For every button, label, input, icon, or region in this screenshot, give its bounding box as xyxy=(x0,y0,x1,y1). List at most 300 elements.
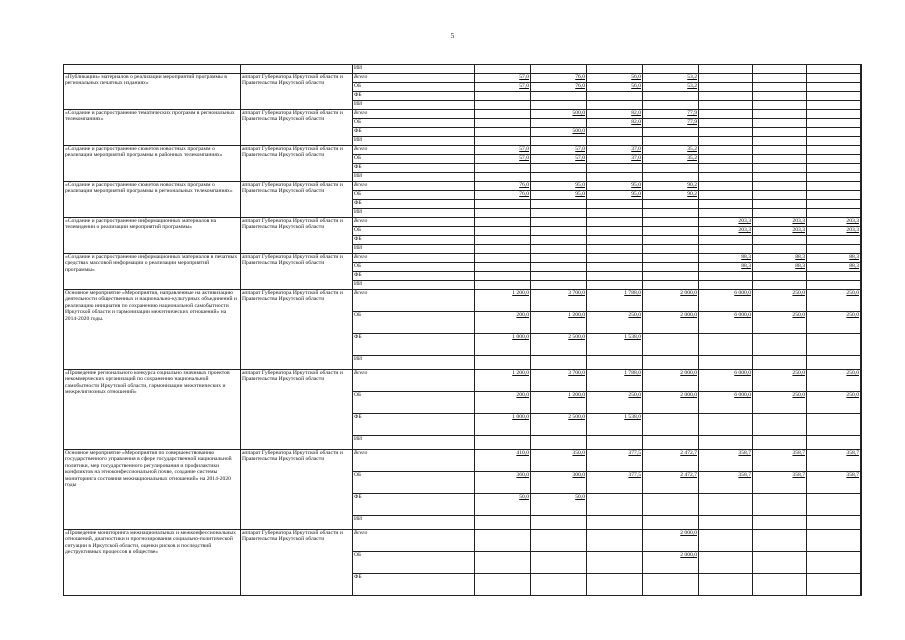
amount-cell xyxy=(643,334,699,356)
funding-source: Всего xyxy=(353,110,475,119)
amount-cell xyxy=(531,173,587,182)
amount-cell xyxy=(861,164,862,173)
amount-cell xyxy=(699,516,753,530)
funding-source: ФБ xyxy=(353,164,475,173)
amount-cell xyxy=(807,164,861,173)
funding-source: ОБ xyxy=(353,392,475,414)
funding-source: ОБ xyxy=(353,191,475,200)
amount-cell: 250,0 xyxy=(753,290,807,312)
amount-cell: 2 000,0 xyxy=(643,312,699,334)
amount-cell xyxy=(475,516,531,530)
amount-cell: 203,3 xyxy=(807,218,861,227)
amount-cell xyxy=(699,245,753,254)
table-row xyxy=(64,290,862,312)
amount-cell xyxy=(807,494,861,516)
amount-cell: 57,0 xyxy=(475,83,531,92)
amount-cell: 77,9 xyxy=(643,110,699,119)
amount-cell xyxy=(807,137,861,146)
amount-cell: 300,0 xyxy=(531,472,587,494)
measure-description: «Создание и распространение информационных материалов на телевидении о реализации мероприятий программы» xyxy=(64,218,241,254)
amount-cell xyxy=(699,574,753,596)
amount-cell xyxy=(753,414,807,436)
table-body xyxy=(64,65,862,596)
amount-cell: 50,0 xyxy=(531,494,587,516)
amount-cell xyxy=(807,516,861,530)
amount-cell xyxy=(699,334,753,356)
funding-source: Всего xyxy=(353,254,475,263)
amount-cell xyxy=(643,65,699,74)
amount-cell xyxy=(807,530,861,552)
executor-name xyxy=(241,65,353,74)
measure-description xyxy=(64,65,241,74)
amount-cell xyxy=(861,65,862,74)
amount-cell xyxy=(861,392,862,414)
amount-cell xyxy=(807,182,861,191)
amount-cell xyxy=(587,272,643,281)
amount-cell xyxy=(807,356,861,370)
amount-cell xyxy=(861,552,862,574)
amount-cell xyxy=(861,236,862,245)
amount-cell xyxy=(753,245,807,254)
amount-cell xyxy=(699,191,753,200)
amount-cell: 76,0 xyxy=(531,83,587,92)
funding-source: ФБ xyxy=(353,128,475,137)
amount-cell xyxy=(475,236,531,245)
amount-cell xyxy=(475,263,531,272)
amount-cell xyxy=(643,494,699,516)
measure-description: «Создание и распространение тематических программ в региональных телекомпаниях» xyxy=(64,110,241,146)
amount-cell: 1 538,0 xyxy=(587,334,643,356)
amount-cell: 358,7 xyxy=(699,472,753,494)
funding-source: Всего xyxy=(353,370,475,392)
table-row xyxy=(64,450,862,472)
amount-cell: 358,7 xyxy=(807,450,861,472)
amount-cell: 1 200,0 xyxy=(475,370,531,392)
table-row xyxy=(64,370,862,392)
amount-cell: 95,0 xyxy=(531,191,587,200)
amount-cell xyxy=(753,128,807,137)
amount-cell: 203,3 xyxy=(699,218,753,227)
amount-cell: 203,3 xyxy=(807,227,861,236)
amount-cell xyxy=(699,552,753,574)
funding-source: ОБ xyxy=(353,552,475,574)
amount-cell xyxy=(807,110,861,119)
funding-source: ФБ xyxy=(353,272,475,281)
funding-source: ОБ xyxy=(353,155,475,164)
amount-cell xyxy=(699,182,753,191)
amount-cell xyxy=(643,200,699,209)
amount-cell: 203,3 xyxy=(753,227,807,236)
measure-description: Основное мероприятие «Мероприятия по совершенствованию государственного управления в сфере государственной национальной политики, мер государственного регулирования и профилактики конфликтов на этноконфессиональной почве, создание системы мониторинга состояния межнациональных отношений» на 2014-2020 годы xyxy=(64,450,241,530)
amount-cell xyxy=(753,574,807,596)
amount-cell xyxy=(587,530,643,552)
amount-cell xyxy=(587,494,643,516)
executor-name: аппарат Губернатора Иркутской области и Правительства Иркутской области xyxy=(241,182,353,218)
executor-name: аппарат Губернатора Иркутской области и Правительства Иркутской области xyxy=(241,450,353,530)
funding-source: Всего xyxy=(353,218,475,227)
amount-cell: 377,5 xyxy=(587,472,643,494)
amount-cell xyxy=(699,494,753,516)
amount-cell xyxy=(531,101,587,110)
amount-cell xyxy=(807,200,861,209)
amount-cell xyxy=(753,281,807,290)
amount-cell xyxy=(861,436,862,450)
amount-cell xyxy=(587,173,643,182)
amount-cell xyxy=(753,155,807,164)
amount-cell xyxy=(643,227,699,236)
executor-name: аппарат Губернатора Иркутской области и Правительства Иркутской области xyxy=(241,146,353,182)
amount-cell xyxy=(643,101,699,110)
amount-cell xyxy=(531,200,587,209)
amount-cell: 6 000,0 xyxy=(699,370,753,392)
amount-cell: 250,0 xyxy=(587,392,643,414)
amount-cell xyxy=(699,128,753,137)
amount-cell xyxy=(807,83,861,92)
amount-cell: 2 000,0 xyxy=(643,552,699,574)
amount-cell xyxy=(587,209,643,218)
amount-cell xyxy=(699,83,753,92)
amount-cell xyxy=(861,414,862,436)
amount-cell xyxy=(587,263,643,272)
amount-cell xyxy=(699,164,753,173)
measure-description: «Проведение регионального конкурса социально значимых проектов некоммерческих организаций по сохранению национальной самобытности Иркутской области, гармонизации межэтнических и межрелигиозных отношений» xyxy=(64,370,241,450)
amount-cell xyxy=(475,281,531,290)
amount-cell xyxy=(643,263,699,272)
amount-cell xyxy=(531,245,587,254)
executor-name: аппарат Губернатора Иркутской области и Правительства Иркутской области xyxy=(241,74,353,110)
funding-source: ФБ xyxy=(353,334,475,356)
amount-cell xyxy=(587,218,643,227)
amount-cell xyxy=(699,414,753,436)
amount-cell xyxy=(861,494,862,516)
amount-cell xyxy=(475,218,531,227)
amount-cell xyxy=(861,290,862,312)
amount-cell xyxy=(861,356,862,370)
amount-cell: 76,0 xyxy=(531,74,587,83)
amount-cell xyxy=(587,65,643,74)
amount-cell xyxy=(531,263,587,272)
amount-cell xyxy=(861,254,862,263)
amount-cell xyxy=(475,173,531,182)
amount-cell xyxy=(861,128,862,137)
amount-cell: 50,0 xyxy=(475,494,531,516)
funding-source: Всего xyxy=(353,290,475,312)
amount-cell: 250,0 xyxy=(753,312,807,334)
amount-cell xyxy=(643,137,699,146)
amount-cell: 57,0 xyxy=(531,155,587,164)
amount-cell xyxy=(587,516,643,530)
amount-cell: 1 200,0 xyxy=(531,312,587,334)
amount-cell xyxy=(753,182,807,191)
amount-cell: 3 700,0 xyxy=(531,370,587,392)
funding-source: ФБ xyxy=(353,414,475,436)
amount-cell xyxy=(861,92,862,101)
amount-cell xyxy=(643,356,699,370)
funding-source: Всего xyxy=(353,530,475,552)
amount-cell: 2 472,7 xyxy=(643,450,699,472)
amount-cell: 88,3 xyxy=(807,254,861,263)
funding-source: ИИ xyxy=(353,101,475,110)
amount-cell: 76,0 xyxy=(475,182,531,191)
amount-cell xyxy=(753,65,807,74)
funding-source: ИИ xyxy=(353,209,475,218)
amount-cell: 200,0 xyxy=(475,312,531,334)
amount-cell: 2 000,0 xyxy=(643,290,699,312)
amount-cell xyxy=(587,552,643,574)
amount-cell xyxy=(643,209,699,218)
amount-cell: 1 788,0 xyxy=(587,290,643,312)
amount-cell xyxy=(643,164,699,173)
measure-description: «Проведение мониторинга межнациональных и межконфессиональных отношений, диагностики и прогнозирования социально-политической ситуации в Иркутской области, оценки рисков и последствий деструктивных процессов в обществе» xyxy=(64,530,241,596)
amount-cell xyxy=(699,209,753,218)
amount-cell: 2 000,0 xyxy=(643,370,699,392)
amount-cell: 56,0 xyxy=(587,83,643,92)
amount-cell: 57,0 xyxy=(475,146,531,155)
amount-cell: 37,0 xyxy=(587,146,643,155)
amount-cell xyxy=(475,65,531,74)
amount-cell xyxy=(531,227,587,236)
amount-cell: 53,2 xyxy=(643,83,699,92)
amount-cell: 82,0 xyxy=(587,110,643,119)
amount-cell xyxy=(861,370,862,392)
amount-cell: 360,0 xyxy=(475,472,531,494)
amount-cell xyxy=(753,530,807,552)
amount-cell xyxy=(753,516,807,530)
amount-cell xyxy=(587,227,643,236)
amount-cell xyxy=(699,173,753,182)
amount-cell xyxy=(587,356,643,370)
amount-cell xyxy=(643,254,699,263)
amount-cell: 6 000,0 xyxy=(699,392,753,414)
table-row xyxy=(64,74,862,83)
amount-cell xyxy=(699,236,753,245)
amount-cell xyxy=(807,281,861,290)
funding-source: ИИ xyxy=(353,65,475,74)
amount-cell: 1 788,0 xyxy=(587,370,643,392)
amount-cell: 56,0 xyxy=(587,74,643,83)
table-row xyxy=(64,182,862,191)
measure-description: Основное мероприятие «Мероприятия, направленные на активизацию деятельности общественных и национально-культурных объединений и реализацию инициатив по сохранению национальной самобытности Иркутской области и гармонизации межэтнических отношений» на 2014-2020 годы. xyxy=(64,290,241,370)
amount-cell: 57,0 xyxy=(475,74,531,83)
amount-cell xyxy=(753,164,807,173)
amount-cell: 350,0 xyxy=(531,450,587,472)
amount-cell xyxy=(753,146,807,155)
table-row xyxy=(64,146,862,155)
amount-cell xyxy=(587,436,643,450)
amount-cell xyxy=(475,356,531,370)
executor-name: аппарат Губернатора Иркутской области и Правительства Иркутской области xyxy=(241,110,353,146)
amount-cell xyxy=(861,516,862,530)
funding-source: ОБ xyxy=(353,312,475,334)
amount-cell xyxy=(643,516,699,530)
executor-name: аппарат Губернатора Иркутской области и Правительства Иркутской области xyxy=(241,530,353,596)
amount-cell xyxy=(753,200,807,209)
amount-cell xyxy=(531,436,587,450)
amount-cell xyxy=(753,272,807,281)
amount-cell xyxy=(861,146,862,155)
amount-cell xyxy=(807,146,861,155)
amount-cell xyxy=(699,101,753,110)
amount-cell xyxy=(475,574,531,596)
amount-cell: 90,2 xyxy=(643,191,699,200)
amount-cell xyxy=(861,155,862,164)
amount-cell xyxy=(753,83,807,92)
amount-cell xyxy=(861,312,862,334)
measure-description: «Создание и распространение информационных материалов в печатных средствах массовой информации о реализации мероприятий программы» xyxy=(64,254,241,290)
amount-cell xyxy=(475,227,531,236)
amount-cell xyxy=(807,74,861,83)
funding-source: ИИ xyxy=(353,173,475,182)
funding-source: ОБ xyxy=(353,119,475,128)
amount-cell xyxy=(861,209,862,218)
amount-cell xyxy=(699,200,753,209)
amount-cell xyxy=(699,110,753,119)
amount-cell xyxy=(643,245,699,254)
amount-cell xyxy=(861,74,862,83)
amount-cell xyxy=(531,65,587,74)
amount-cell xyxy=(531,137,587,146)
amount-cell xyxy=(861,110,862,119)
amount-cell: 88,3 xyxy=(699,263,753,272)
amount-cell: 88,3 xyxy=(807,263,861,272)
funding-source: ИИ xyxy=(353,137,475,146)
amount-cell: 1 538,0 xyxy=(587,414,643,436)
funding-source: ИИ xyxy=(353,436,475,450)
amount-cell xyxy=(807,119,861,128)
amount-cell: 82,0 xyxy=(587,119,643,128)
amount-cell xyxy=(531,254,587,263)
amount-cell xyxy=(861,334,862,356)
amount-cell xyxy=(531,209,587,218)
amount-cell xyxy=(475,101,531,110)
amount-cell xyxy=(861,272,862,281)
amount-cell xyxy=(753,110,807,119)
amount-cell xyxy=(587,101,643,110)
amount-cell xyxy=(531,164,587,173)
amount-cell xyxy=(753,334,807,356)
amount-cell xyxy=(807,191,861,200)
amount-cell xyxy=(531,218,587,227)
amount-cell xyxy=(587,236,643,245)
amount-cell: 57,0 xyxy=(531,146,587,155)
amount-cell xyxy=(861,245,862,254)
amount-cell: 2 000,0 xyxy=(643,530,699,552)
amount-cell xyxy=(643,574,699,596)
amount-cell xyxy=(861,182,862,191)
amount-cell xyxy=(861,137,862,146)
funding-source: ФБ xyxy=(353,236,475,245)
amount-cell xyxy=(807,334,861,356)
amount-cell: 90,2 xyxy=(643,182,699,191)
amount-cell: 358,7 xyxy=(807,472,861,494)
amount-cell xyxy=(531,574,587,596)
amount-cell xyxy=(643,173,699,182)
amount-cell: 76,0 xyxy=(475,191,531,200)
funding-source: ФБ xyxy=(353,574,475,596)
amount-cell xyxy=(807,128,861,137)
amount-cell: 250,0 xyxy=(807,290,861,312)
amount-cell: 377,5 xyxy=(587,450,643,472)
amount-cell xyxy=(753,92,807,101)
measure-description: «Создание и распространение сюжетов новостных программ о реализации мероприятий программы в региональных телекомпаниях» xyxy=(64,182,241,218)
amount-cell xyxy=(643,414,699,436)
funding-source: ОБ xyxy=(353,227,475,236)
amount-cell xyxy=(699,65,753,74)
funding-source: ОБ xyxy=(353,472,475,494)
amount-cell: 95,0 xyxy=(587,182,643,191)
funding-source: ИИ xyxy=(353,516,475,530)
amount-cell xyxy=(807,65,861,74)
amount-cell: 500,0 xyxy=(531,128,587,137)
amount-cell xyxy=(753,119,807,128)
amount-cell xyxy=(861,281,862,290)
amount-cell: 2 500,0 xyxy=(531,414,587,436)
amount-cell xyxy=(587,128,643,137)
amount-cell xyxy=(699,272,753,281)
funding-source: Всего xyxy=(353,146,475,155)
amount-cell: 250,0 xyxy=(807,370,861,392)
amount-cell xyxy=(861,101,862,110)
page-number: 5 xyxy=(450,32,455,40)
funding-source: Всего xyxy=(353,74,475,83)
amount-cell xyxy=(861,173,862,182)
table-row xyxy=(64,254,862,263)
amount-cell: 358,7 xyxy=(753,472,807,494)
amount-cell xyxy=(475,137,531,146)
amount-cell xyxy=(475,552,531,574)
amount-cell xyxy=(753,552,807,574)
amount-cell: 57,0 xyxy=(475,155,531,164)
amount-cell xyxy=(475,200,531,209)
funding-source: ИИ xyxy=(353,281,475,290)
amount-cell xyxy=(753,173,807,182)
funding-source: ИИ xyxy=(353,245,475,254)
amount-cell xyxy=(643,272,699,281)
amount-cell xyxy=(861,472,862,494)
amount-cell xyxy=(699,356,753,370)
amount-cell xyxy=(753,191,807,200)
amount-cell xyxy=(861,450,862,472)
amount-cell xyxy=(807,245,861,254)
amount-cell xyxy=(699,146,753,155)
amount-cell xyxy=(475,245,531,254)
amount-cell xyxy=(807,155,861,164)
executor-name: аппарат Губернатора Иркутской области и Правительства Иркутской области xyxy=(241,254,353,290)
amount-cell xyxy=(531,92,587,101)
amount-cell: 250,0 xyxy=(587,312,643,334)
amount-cell: 410,0 xyxy=(475,450,531,472)
funding-source: ИИ xyxy=(353,356,475,370)
amount-cell xyxy=(643,436,699,450)
amount-cell xyxy=(699,530,753,552)
amount-cell xyxy=(643,218,699,227)
amount-cell xyxy=(861,191,862,200)
amount-cell: 88,3 xyxy=(753,254,807,263)
amount-cell xyxy=(643,92,699,101)
amount-cell xyxy=(753,137,807,146)
amount-cell xyxy=(699,155,753,164)
amount-cell xyxy=(643,128,699,137)
funding-source: ФБ xyxy=(353,494,475,516)
amount-cell xyxy=(753,356,807,370)
amount-cell xyxy=(807,173,861,182)
amount-cell xyxy=(753,74,807,83)
amount-cell xyxy=(807,552,861,574)
amount-cell: 2 000,0 xyxy=(643,392,699,414)
table-row xyxy=(64,218,862,227)
amount-cell: 88,3 xyxy=(753,263,807,272)
amount-cell: 53,2 xyxy=(643,74,699,83)
